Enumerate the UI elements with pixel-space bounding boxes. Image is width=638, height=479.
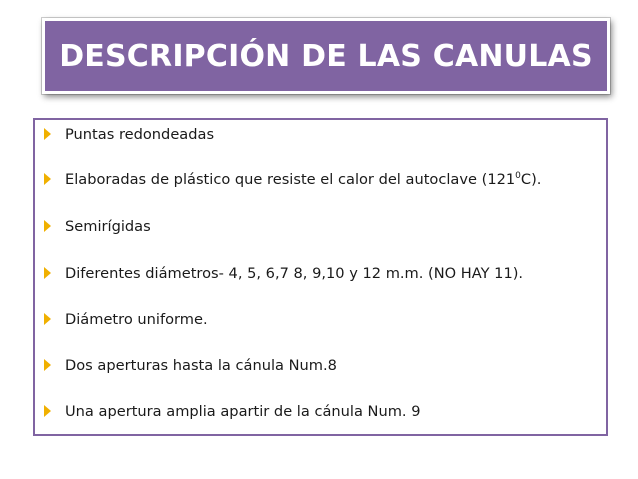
arrow-bullet-icon (44, 405, 51, 417)
bullet-item (44, 169, 541, 189)
arrow-bullet-icon (44, 267, 51, 279)
bullet-item (44, 263, 523, 283)
bullet-item (44, 355, 337, 375)
arrow-bullet-icon (44, 220, 51, 232)
slide-title: DESCRIPCIÓN DE LAS CANULAS (59, 38, 593, 74)
bullet-text: Dos aperturas hasta la cánula Num.8 (65, 356, 337, 374)
bullet-text: Diferentes diámetros- 4, 5, 6,7 8, 9,10 y 12 m.m. (NO HAY 11). (65, 264, 524, 282)
bullet-text: Semirígidas (65, 217, 151, 235)
title-banner (42, 18, 610, 94)
bullet-text: Una apertura amplia apartir de la cánula Num. 9 (65, 402, 421, 420)
bullet-text-part: C). (520, 170, 542, 188)
bullet-item (44, 309, 208, 329)
superscript: 0 (515, 170, 521, 181)
arrow-bullet-icon (44, 173, 51, 185)
bullet-item (44, 401, 421, 421)
bullet-text-part: Elaboradas de plástico que resiste el calor del autoclave (121 (65, 170, 516, 188)
content-box (33, 118, 608, 436)
bullet-item (44, 124, 214, 144)
bullet-item (44, 216, 151, 236)
arrow-bullet-icon (44, 359, 51, 371)
arrow-bullet-icon (44, 313, 51, 325)
bullet-text: Puntas redondeadas (65, 125, 215, 143)
arrow-bullet-icon (44, 128, 51, 140)
bullet-text: Diámetro uniforme. (65, 310, 208, 328)
bullet-text (65, 171, 541, 188)
